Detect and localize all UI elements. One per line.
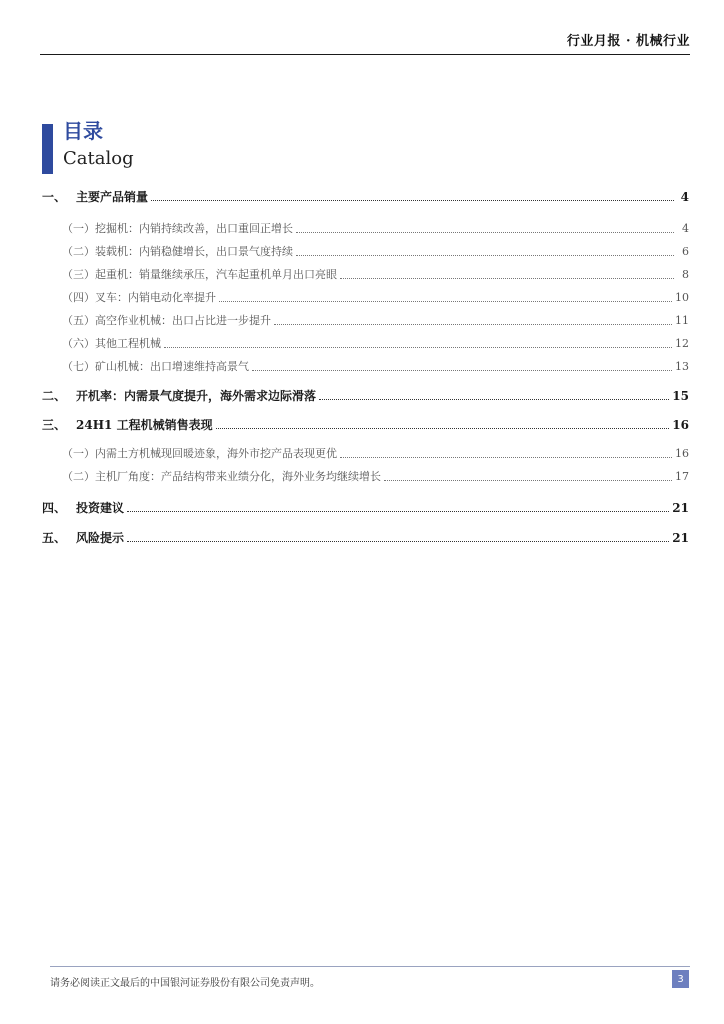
toc-leader-dots (319, 387, 669, 400)
toc-subtitle: Catalog (63, 148, 134, 169)
toc-entry-page: 13 (675, 360, 689, 373)
toc-entry[interactable] (62, 468, 689, 486)
toc-leader-dots (340, 445, 672, 458)
toc-entry-page: 15 (672, 389, 689, 403)
toc-entry[interactable] (62, 220, 689, 238)
toc-entry[interactable] (62, 358, 689, 376)
toc-leader-dots (127, 499, 669, 512)
toc-entry[interactable] (62, 289, 689, 307)
toc-entry-number: 二、 (42, 389, 67, 403)
toc-entry[interactable] (42, 188, 689, 206)
toc-entry-number: （六） (62, 337, 95, 350)
toc-entry[interactable] (62, 266, 689, 284)
toc-entry-page: 21 (672, 531, 689, 545)
header-divider (40, 54, 690, 55)
toc-entry-text: 叉车：内销电动化率提升 (95, 291, 216, 304)
toc-entry-text: 投资建议 (76, 501, 125, 515)
toc-entry[interactable] (62, 243, 689, 261)
toc-entry-number: 四、 (42, 501, 67, 515)
toc-leader-dots (219, 289, 672, 302)
toc-entry-text: 装载机：内销稳健增长，出口景气度持续 (95, 245, 293, 258)
toc-leader-dots (151, 188, 674, 201)
toc-entry-page: 4 (680, 190, 689, 204)
toc-entry-text: 主机厂角度：产品结构带来业绩分化，海外业务均继续增长 (95, 470, 381, 483)
toc-entry-text: 高空作业机械：出口占比进一步提升 (95, 314, 271, 327)
toc-entry-number: （三） (62, 268, 95, 281)
toc-entry-number: （一） (62, 447, 95, 460)
toc-entry-text: 起重机：销量继续承压，汽车起重机单月出口亮眼 (95, 268, 337, 281)
toc-entry-text: 24H1 工程机械销售表现 (76, 418, 213, 432)
toc-entry-page: 4 (682, 222, 689, 235)
toc-entry[interactable] (42, 387, 689, 405)
toc-entry-page: 16 (672, 418, 689, 432)
toc-entry[interactable] (62, 312, 689, 330)
toc-entry-number: （二） (62, 245, 95, 258)
toc-entry-number: （一） (62, 222, 95, 235)
toc-leader-dots (164, 335, 672, 348)
toc-entry-text: 主要产品销量 (76, 190, 149, 204)
toc-entry-text: 矿山机械：出口增速维持高景气 (95, 360, 249, 373)
toc-entry-page: 6 (682, 245, 689, 258)
toc-leader-dots (127, 529, 669, 542)
toc-leader-dots (252, 358, 672, 371)
toc-leader-dots (340, 266, 674, 279)
toc-leader-dots (274, 312, 672, 325)
toc-entry-number: （二） (62, 470, 95, 483)
toc-entry[interactable] (42, 529, 689, 547)
page-number-badge: 3 (672, 970, 689, 988)
toc-leader-dots (296, 243, 674, 256)
toc-entry-number: （五） (62, 314, 95, 327)
toc-entry[interactable] (62, 445, 689, 463)
toc-entry-number: 一、 (42, 190, 67, 204)
toc-entry-page: 10 (675, 291, 689, 304)
disclaimer-text: 请务必阅读正文最后的中国银河证券股份有限公司免责声明。 (50, 978, 320, 989)
toc-entry[interactable] (42, 416, 689, 434)
toc-entry-text: 挖掘机：内销持续改善，出口重回正增长 (95, 222, 293, 235)
toc-entry-page: 12 (675, 337, 689, 350)
toc-entry-number: 五、 (42, 531, 67, 545)
toc-entry-page: 8 (682, 268, 689, 281)
toc-entry-page: 16 (675, 447, 689, 460)
toc-entry-number: 三、 (42, 418, 67, 432)
toc-entry[interactable] (62, 335, 689, 353)
toc-leader-dots (216, 416, 670, 429)
toc-entry-page: 17 (675, 470, 689, 483)
toc-entry-text: 其他工程机械 (95, 337, 161, 350)
toc-entry-page: 11 (675, 314, 689, 327)
toc-entry-number: （七） (62, 360, 95, 373)
toc-leader-dots (296, 220, 674, 233)
toc-leader-dots (384, 468, 672, 481)
toc-entry-text: 开机率：内需景气度提升，海外需求边际滑落 (76, 389, 317, 403)
toc-entry[interactable] (42, 499, 689, 517)
toc-title: 目录 (63, 119, 103, 143)
toc-accent-bar (42, 124, 53, 174)
toc-entry-number: （四） (62, 291, 95, 304)
toc-entry-text: 内需土方机械现回暖迹象，海外市挖产品表现更优 (95, 447, 337, 460)
toc-entry-page: 21 (672, 501, 689, 515)
toc-entry-text: 风险提示 (76, 531, 125, 545)
footer-divider (50, 966, 690, 967)
report-category-title: 行业月报 · 机械行业 (566, 34, 690, 49)
